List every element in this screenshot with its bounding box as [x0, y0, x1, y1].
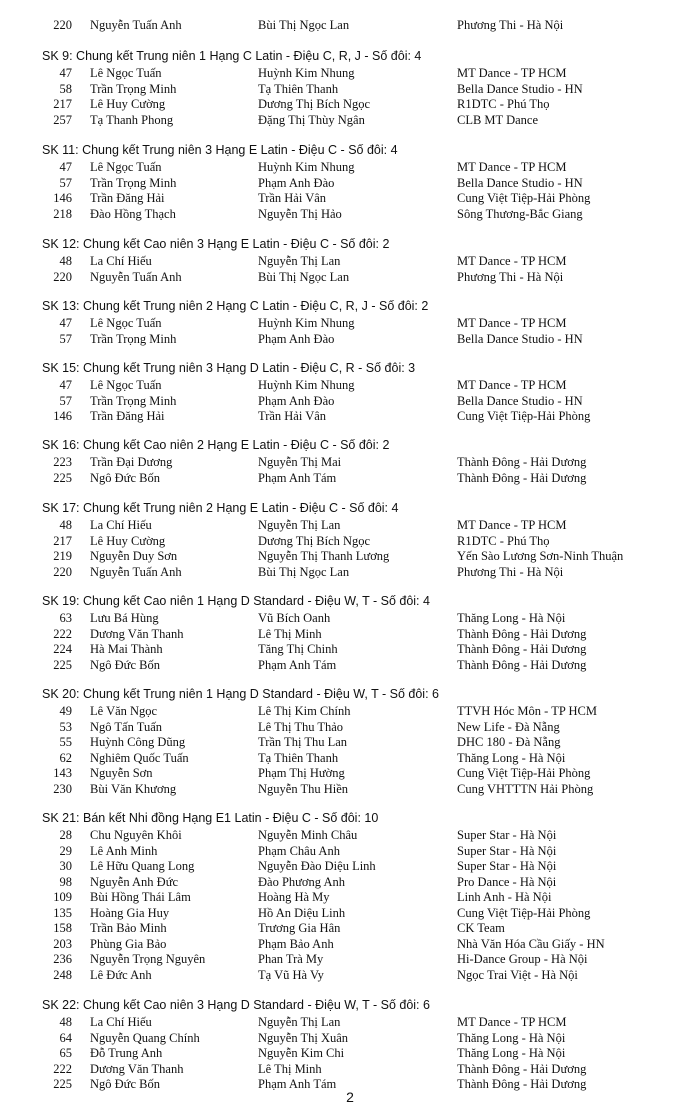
table-row	[0, 518, 700, 533]
male-dancer: Lê Ngọc Tuấn	[90, 66, 162, 80]
male-dancer: Lê Ngọc Tuấn	[90, 378, 162, 392]
male-dancer: Trần Đăng Hải	[90, 191, 165, 205]
male-dancer: Lê Đức Anh	[90, 967, 152, 982]
table-row	[0, 968, 700, 983]
male-dancer: Ngô Đức Bốn	[90, 657, 160, 672]
club-name: Super Star - Hà Nội	[457, 828, 557, 842]
couple-number: 225	[53, 657, 72, 672]
male-dancer: Lê Hữu Quang Long	[90, 859, 195, 873]
club-name: New Life - Đà Nẵng	[457, 719, 560, 734]
male-dancer: Lê Văn Ngọc	[90, 704, 158, 718]
couple-number: 47	[59, 316, 72, 330]
table-row	[0, 455, 700, 470]
couple-number: 47	[59, 378, 72, 392]
couple-number: 57	[59, 175, 72, 190]
club-name: Ngọc Trai Việt - Hà Nội	[457, 967, 578, 982]
female-dancer: Vũ Bích Oanh	[258, 611, 331, 625]
club-name: CK Team	[457, 921, 505, 935]
couple-number: 222	[53, 1061, 72, 1076]
male-dancer: Hà Mai Thành	[90, 642, 163, 656]
table-row	[0, 859, 700, 874]
couple-number: 146	[53, 191, 72, 205]
female-dancer: Nguyễn Thị Lan	[258, 518, 341, 532]
male-dancer: Bùi Văn Khương	[90, 781, 177, 796]
couple-number: 236	[53, 952, 72, 966]
table-row	[0, 97, 700, 112]
female-dancer: Lê Thị Thu Thảo	[258, 719, 344, 734]
club-name: Thành Đông - Hải Dương	[457, 1061, 587, 1076]
male-dancer: Trần Bảo Minh	[90, 921, 167, 935]
couple-number: 158	[53, 921, 72, 935]
table-row	[0, 332, 700, 347]
table-row	[0, 828, 700, 843]
male-dancer: Bùi Hồng Thái Lâm	[90, 890, 191, 904]
club-name: Yến Sào Lương Sơn-Ninh Thuận	[457, 549, 624, 563]
couple-number: 220	[53, 269, 72, 284]
table-row	[0, 113, 700, 128]
club-name: Nhà Văn Hóa Cầu Giấy - HN	[457, 936, 605, 951]
table-row	[0, 952, 700, 967]
club-name: MT Dance - TP HCM	[457, 518, 567, 532]
section-title: SK 21: Bán kết Nhi đồng Hạng E1 Latin - Điệu C - Số đôi: 10	[42, 811, 379, 825]
couple-number: 248	[53, 967, 72, 982]
female-dancer: Nguyễn Thị Mai	[258, 455, 342, 469]
table-row	[0, 191, 700, 206]
section-title: SK 22: Chung kết Cao niên 3 Hạng D Standard - Điệu W, T - Số đôi: 6	[42, 998, 430, 1012]
table-row	[0, 18, 700, 33]
club-name: Thăng Long - Hà Nội	[457, 611, 566, 625]
table-row	[0, 751, 700, 766]
female-dancer: Phạm Anh Đào	[258, 331, 335, 346]
couple-number: 53	[59, 719, 72, 734]
section-title: SK 16: Chung kết Cao niên 2 Hạng E Latin - Điệu C - Số đôi: 2	[42, 438, 390, 452]
couple-number: 220	[53, 564, 72, 579]
table-row	[0, 642, 700, 657]
female-dancer: Phan Trà My	[258, 952, 324, 966]
male-dancer: La Chí Hiếu	[90, 254, 152, 268]
club-name: Super Star - Hà Nội	[457, 843, 557, 858]
couple-number: 218	[53, 206, 72, 221]
club-name: Pro Dance - Hà Nội	[457, 874, 557, 889]
female-dancer: Trần Hải Vân	[258, 191, 327, 205]
table-row	[0, 394, 700, 409]
club-name: MT Dance - TP HCM	[457, 254, 567, 268]
club-name: Hi-Dance Group - Hà Nội	[457, 952, 588, 966]
table-row	[0, 720, 700, 735]
page-number: 2	[346, 1089, 354, 1105]
couple-number: 48	[59, 518, 72, 532]
couple-number: 58	[59, 81, 72, 96]
club-name: Sông Thương-Bắc Giang	[457, 206, 583, 221]
female-dancer: Phạm Anh Tám	[258, 657, 337, 672]
female-dancer: Hồ An Diệu Linh	[258, 905, 346, 920]
section-title: SK 20: Chung kết Trung niên 1 Hạng D Standard - Điệu W, T - Số đôi: 6	[42, 687, 439, 701]
table-row	[0, 921, 700, 936]
male-dancer: Nguyễn Trọng Nguyên	[90, 952, 206, 966]
couple-number: 49	[59, 704, 72, 718]
male-dancer: Tạ Thanh Phong	[90, 112, 174, 127]
male-dancer: Lưu Bá Hùng	[90, 611, 159, 625]
female-dancer: Dương Thị Bích Ngọc	[258, 533, 371, 548]
club-name: MT Dance - TP HCM	[457, 316, 567, 330]
couple-number: 30	[59, 859, 72, 873]
couple-number: 48	[59, 1015, 72, 1029]
club-name: Bella Dance Studio - HN	[457, 331, 583, 346]
couple-number: 109	[53, 890, 72, 904]
table-row	[0, 890, 700, 905]
table-row	[0, 1062, 700, 1077]
female-dancer: Nguyễn Thu Hiền	[258, 781, 349, 796]
couple-number: 257	[53, 112, 72, 127]
table-row	[0, 782, 700, 797]
female-dancer: Huỳnh Kim Nhung	[258, 160, 355, 174]
couple-number: 98	[59, 874, 72, 889]
table-row	[0, 534, 700, 549]
male-dancer: Huỳnh Công Dũng	[90, 735, 186, 749]
club-name: Cung Việt Tiệp-Hải Phòng	[457, 191, 591, 205]
female-dancer: Nguyễn Đào Diệu Linh	[258, 859, 376, 873]
couple-number: 230	[53, 781, 72, 796]
female-dancer: Dương Thị Bích Ngọc	[258, 97, 371, 111]
club-name: Thăng Long - Hà Nội	[457, 1046, 566, 1060]
female-dancer: Trần Thị Thu Lan	[258, 735, 348, 749]
couple-number: 57	[59, 331, 72, 346]
club-name: Thăng Long - Hà Nội	[457, 1030, 566, 1045]
female-dancer: Phạm Bảo Anh	[258, 936, 334, 951]
table-row	[0, 1015, 700, 1030]
female-dancer: Tạ Thiên Thanh	[258, 81, 339, 96]
couple-number: 203	[53, 936, 72, 951]
couple-number: 219	[53, 549, 72, 563]
female-dancer: Đặng Thị Thùy Ngân	[258, 112, 365, 127]
couple-number: 28	[59, 828, 72, 842]
couple-number: 220	[53, 18, 72, 32]
male-dancer: Đào Hồng Thạch	[90, 206, 176, 221]
club-name: Super Star - Hà Nội	[457, 859, 557, 873]
male-dancer: Nguyễn Quang Chính	[90, 1030, 200, 1045]
couple-number: 63	[59, 611, 72, 625]
female-dancer: Phạm Thị Hường	[258, 766, 345, 780]
female-dancer: Phạm Châu Anh	[258, 843, 340, 858]
club-name: R1DTC - Phú Thọ	[457, 97, 550, 111]
couple-number: 135	[53, 905, 72, 920]
club-name: Thành Đông - Hải Dương	[457, 470, 587, 485]
male-dancer: Dương Văn Thanh	[90, 626, 184, 641]
male-dancer: Ngô Tấn Tuấn	[90, 719, 163, 734]
male-dancer: Nguyễn Tuấn Anh	[90, 564, 182, 579]
club-name: Thành Đông - Hải Dương	[457, 642, 587, 656]
table-row	[0, 937, 700, 952]
club-name: Thành Đông - Hải Dương	[457, 626, 587, 641]
female-dancer: Nguyễn Thị Lan	[258, 1015, 341, 1029]
table-row	[0, 735, 700, 750]
female-dancer: Lê Thị Minh	[258, 1061, 322, 1076]
male-dancer: Trần Đại Dương	[90, 455, 173, 469]
club-name: Thành Đông - Hải Dương	[457, 455, 587, 469]
female-dancer: Trần Hải Vân	[258, 409, 327, 423]
club-name: MT Dance - TP HCM	[457, 1015, 567, 1029]
couple-number: 62	[59, 750, 72, 765]
section-title: SK 11: Chung kết Trung niên 3 Hạng E Latin - Điệu C - Số đôi: 4	[42, 143, 398, 157]
female-dancer: Phạm Anh Đào	[258, 393, 335, 408]
male-dancer: Lê Anh Minh	[90, 843, 158, 858]
couple-number: 55	[59, 735, 72, 749]
male-dancer: Hoàng Gia Huy	[90, 905, 170, 920]
male-dancer: Nguyễn Duy Sơn	[90, 549, 178, 563]
table-row	[0, 704, 700, 719]
couple-number: 225	[53, 470, 72, 485]
male-dancer: Trần Trọng Minh	[90, 331, 177, 346]
table-row	[0, 627, 700, 642]
couple-number: 65	[59, 1046, 72, 1060]
female-dancer: Nguyễn Thị Thanh Lương	[258, 549, 390, 563]
table-row	[0, 66, 700, 81]
male-dancer: Ngô Đức Bốn	[90, 470, 160, 485]
male-dancer: Nguyễn Tuấn Anh	[90, 18, 182, 32]
male-dancer: Trần Trọng Minh	[90, 81, 177, 96]
couple-number: 143	[53, 766, 72, 780]
section-title: SK 15: Chung kết Trung niên 3 Hạng D Latin - Điệu C, R - Số đôi: 3	[42, 361, 416, 375]
table-row	[0, 875, 700, 890]
female-dancer: Tăng Thị Chinh	[258, 642, 338, 656]
section-title: SK 13: Chung kết Trung niên 2 Hạng C Latin - Điệu C, R, J - Số đôi: 2	[42, 299, 429, 313]
table-row	[0, 906, 700, 921]
couple-number: 47	[59, 66, 72, 80]
table-row	[0, 316, 700, 331]
female-dancer: Phạm Anh Tám	[258, 1077, 337, 1091]
table-row	[0, 611, 700, 626]
female-dancer: Phạm Anh Đào	[258, 175, 335, 190]
club-name: Cung Việt Tiệp-Hải Phòng	[457, 905, 591, 920]
club-name: TTVH Hóc Môn - TP HCM	[457, 704, 597, 718]
section-title: SK 9: Chung kết Trung niên 1 Hạng C Latin - Điệu C, R, J - Số đôi: 4	[42, 49, 422, 63]
male-dancer: Trần Trọng Minh	[90, 175, 177, 190]
male-dancer: La Chí Hiếu	[90, 1015, 152, 1029]
club-name: R1DTC - Phú Thọ	[457, 533, 550, 548]
male-dancer: Lê Ngọc Tuấn	[90, 160, 162, 174]
female-dancer: Tạ Vũ Hà Vy	[258, 967, 324, 982]
table-row	[0, 82, 700, 97]
couple-number: 217	[53, 533, 72, 548]
female-dancer: Trương Gia Hân	[258, 921, 341, 935]
club-name: Thành Đông - Hải Dương	[457, 1077, 587, 1091]
table-row	[0, 1031, 700, 1046]
male-dancer: Nghiêm Quốc Tuấn	[90, 750, 189, 765]
couple-number: 64	[59, 1030, 72, 1045]
male-dancer: Phùng Gia Bảo	[90, 936, 167, 951]
male-dancer: Nguyễn Tuấn Anh	[90, 269, 182, 284]
couple-number: 29	[59, 843, 72, 858]
club-name: Bella Dance Studio - HN	[457, 393, 583, 408]
couple-number: 57	[59, 393, 72, 408]
male-dancer: Ngô Đức Bốn	[90, 1077, 160, 1091]
club-name: Phương Thi - Hà Nội	[457, 18, 564, 32]
table-row	[0, 254, 700, 269]
male-dancer: Nguyễn Anh Đức	[90, 874, 179, 889]
male-dancer: Trần Đăng Hải	[90, 409, 165, 423]
couple-number: 224	[53, 642, 72, 656]
table-row	[0, 270, 700, 285]
female-dancer: Huỳnh Kim Nhung	[258, 378, 355, 392]
table-row	[0, 844, 700, 859]
male-dancer: Trần Trọng Minh	[90, 393, 177, 408]
female-dancer: Lê Thị Kim Chính	[258, 704, 351, 718]
couple-number: 217	[53, 97, 72, 111]
table-row	[0, 409, 700, 424]
male-dancer: Lê Huy Cường	[90, 97, 166, 111]
female-dancer: Bùi Thị Ngọc Lan	[258, 18, 350, 32]
club-name: MT Dance - TP HCM	[457, 160, 567, 174]
female-dancer: Bùi Thị Ngọc Lan	[258, 269, 350, 284]
female-dancer: Nguyễn Thị Hảo	[258, 206, 342, 221]
table-row	[0, 1046, 700, 1061]
table-row	[0, 176, 700, 191]
club-name: Cung Việt Tiệp-Hải Phòng	[457, 409, 591, 423]
table-row	[0, 378, 700, 393]
female-dancer: Nguyễn Minh Châu	[258, 828, 358, 842]
female-dancer: Hoàng Hà My	[258, 890, 330, 904]
table-row	[0, 471, 700, 486]
club-name: Thăng Long - Hà Nội	[457, 750, 566, 765]
club-name: MT Dance - TP HCM	[457, 66, 567, 80]
table-row	[0, 207, 700, 222]
club-name: Phương Thi - Hà Nội	[457, 269, 564, 284]
couple-number: 223	[53, 455, 72, 469]
couple-number: 222	[53, 626, 72, 641]
section-title: SK 12: Chung kết Cao niên 3 Hạng E Latin - Điệu C - Số đôi: 2	[42, 237, 390, 251]
female-dancer: Huỳnh Kim Nhung	[258, 66, 355, 80]
table-row	[0, 658, 700, 673]
table-row	[0, 549, 700, 564]
male-dancer: Nguyễn Sơn	[90, 766, 153, 780]
couple-number: 225	[53, 1077, 72, 1091]
club-name: Bella Dance Studio - HN	[457, 175, 583, 190]
female-dancer: Lê Thị Minh	[258, 626, 322, 641]
couple-number: 48	[59, 254, 72, 268]
section-title: SK 17: Chung kết Trung niên 2 Hạng E Latin - Điệu C - Số đôi: 4	[42, 501, 399, 515]
club-name: Thành Đông - Hải Dương	[457, 657, 587, 672]
club-name: Cung Việt Tiệp-Hải Phòng	[457, 766, 591, 780]
male-dancer: Dương Văn Thanh	[90, 1061, 184, 1076]
female-dancer: Đào Phương Anh	[258, 874, 345, 889]
club-name: Linh Anh - Hà Nội	[457, 890, 552, 904]
club-name: CLB MT Dance	[457, 112, 539, 127]
female-dancer: Bùi Thị Ngọc Lan	[258, 564, 350, 579]
female-dancer: Nguyễn Thị Lan	[258, 254, 341, 268]
table-row	[0, 160, 700, 175]
male-dancer: Lê Huy Cường	[90, 533, 166, 548]
table-row	[0, 565, 700, 580]
female-dancer: Tạ Thiên Thanh	[258, 750, 339, 765]
club-name: Bella Dance Studio - HN	[457, 81, 583, 96]
couple-number: 47	[59, 160, 72, 174]
male-dancer: Chu Nguyên Khôi	[90, 828, 182, 842]
table-row	[0, 766, 700, 781]
female-dancer: Huỳnh Kim Nhung	[258, 316, 355, 330]
male-dancer: Đỗ Trung Anh	[90, 1046, 163, 1060]
section-title: SK 19: Chung kết Cao niên 1 Hạng D Standard - Điệu W, T - Số đôi: 4	[42, 594, 430, 608]
male-dancer: Lê Ngọc Tuấn	[90, 316, 162, 330]
club-name: MT Dance - TP HCM	[457, 378, 567, 392]
female-dancer: Nguyễn Kim Chi	[258, 1046, 345, 1060]
male-dancer: La Chí Hiếu	[90, 518, 152, 532]
female-dancer: Nguyễn Thị Xuân	[258, 1030, 349, 1045]
club-name: Cung VHTTTN Hải Phòng	[457, 781, 594, 796]
club-name: Phương Thi - Hà Nội	[457, 564, 564, 579]
club-name: DHC 180 - Đà Nẵng	[457, 735, 561, 749]
couple-number: 146	[53, 409, 72, 423]
female-dancer: Phạm Anh Tám	[258, 470, 337, 485]
